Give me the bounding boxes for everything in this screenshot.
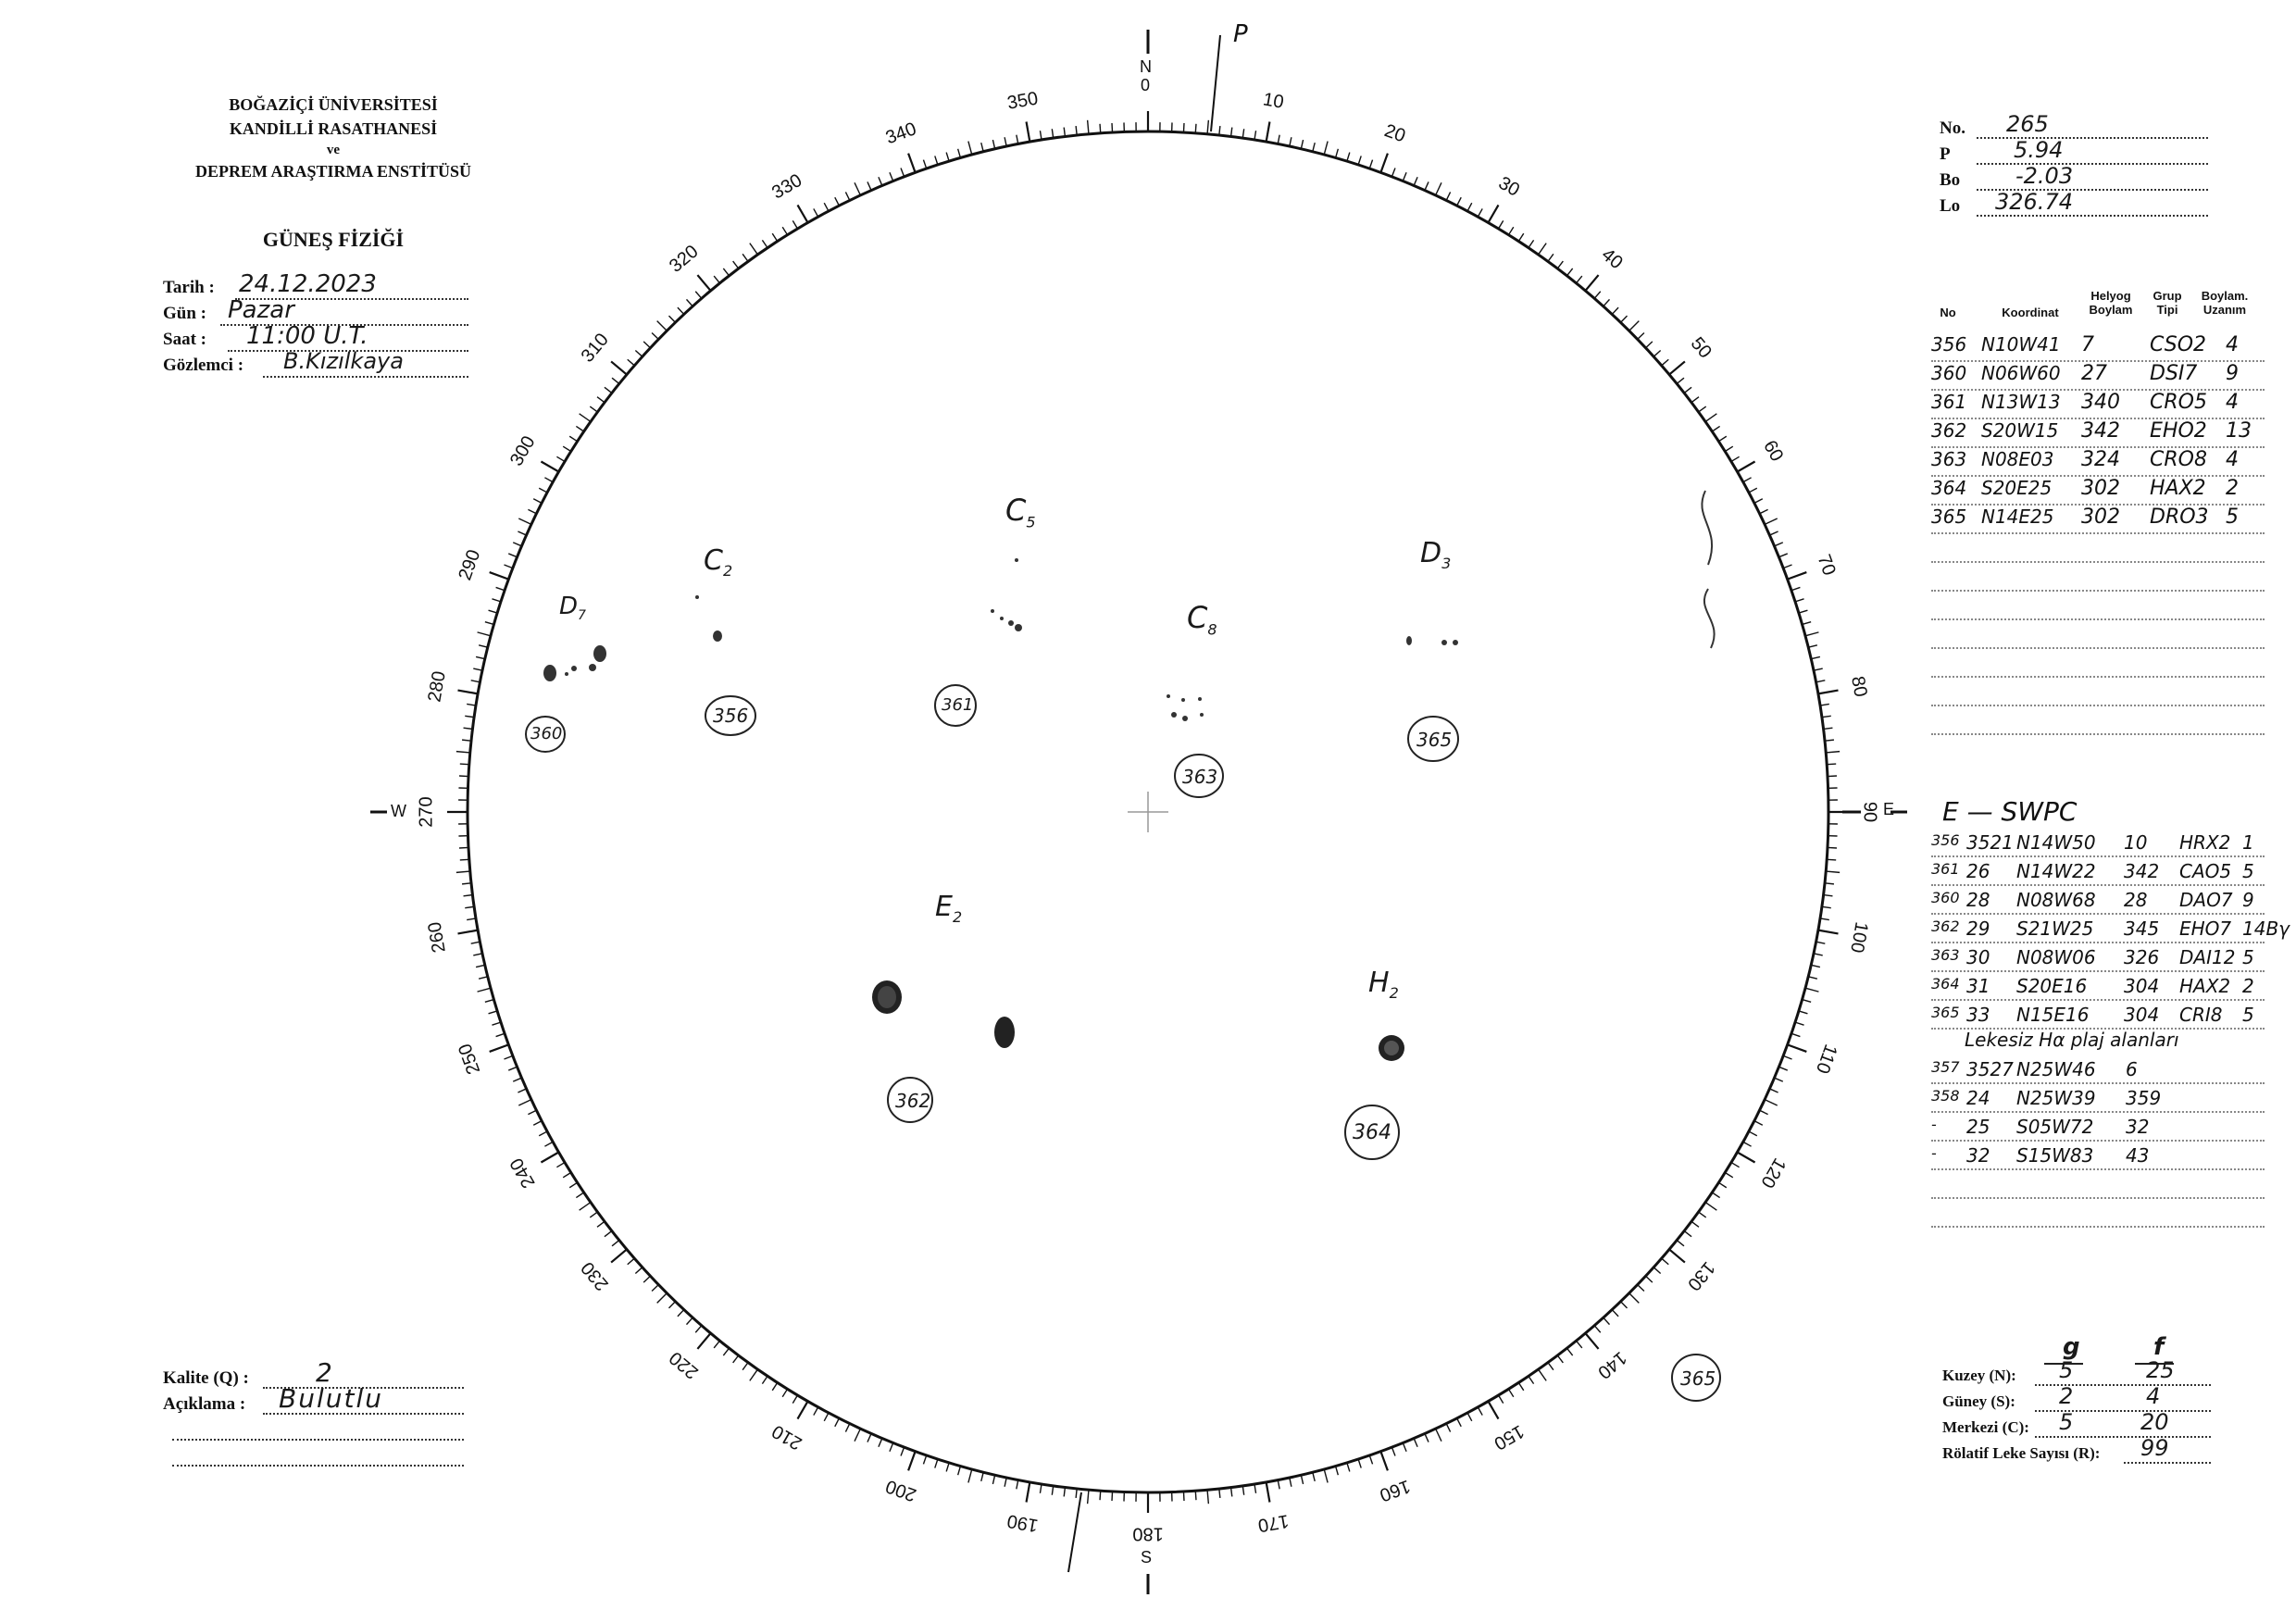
swpc-type: CRI8	[2179, 1004, 2223, 1026]
degree-label: 30	[1494, 172, 1523, 201]
degree-label: 150	[1490, 1420, 1528, 1454]
time-value[interactable]: 11:00 U.T.	[246, 322, 368, 350]
degree-label: 120	[1756, 1154, 1791, 1192]
degree-label: 160	[1377, 1475, 1414, 1505]
table-cell-ext: 4	[2226, 391, 2239, 414]
table-row-line	[1931, 999, 2265, 1001]
plage-coord: S05W72	[2016, 1116, 2094, 1138]
sunspot-group-364	[1379, 1035, 1404, 1061]
swpc-ref: 356	[1931, 831, 1960, 849]
relative-sunspot-value[interactable]: 99	[2140, 1435, 2169, 1461]
p-param-value[interactable]: 5.94	[2014, 137, 2064, 163]
group-number-356: 356	[713, 705, 749, 727]
south-f[interactable]: 4	[2146, 1383, 2161, 1409]
plage-note: Lekesiz Hα plaj alanları	[1965, 1029, 2179, 1051]
group-label-d3: $D_3$	[1420, 537, 1452, 572]
group-table	[1931, 331, 2290, 1257]
quality-value[interactable]: 2	[316, 1357, 332, 1388]
table-row-line	[1931, 1082, 2265, 1084]
table-row-line	[1931, 913, 2265, 915]
col-header-no: No	[1940, 306, 1956, 319]
table-row-line	[1931, 676, 2265, 678]
degree-label-180: 180	[1132, 1523, 1164, 1544]
degree-label-270: 270	[416, 796, 437, 828]
day-label: Gün :	[163, 304, 206, 323]
swpc-title: E — SWPC	[1942, 796, 2078, 827]
west-label: W	[391, 802, 406, 820]
table-cell-ext: 13	[2226, 419, 2252, 443]
table-row-line	[1931, 1111, 2265, 1113]
quality-block	[163, 1357, 464, 1472]
plage-no: 25	[1966, 1116, 1990, 1138]
bo-value[interactable]: -2.03	[2015, 163, 2074, 189]
table-row-line	[1931, 970, 2265, 972]
table-row-line	[1931, 1197, 2265, 1199]
group-number-360: 360	[530, 724, 563, 743]
degree-label: 240	[505, 1154, 540, 1192]
swpc-no: 3521	[1966, 831, 2014, 854]
sunspot-group-362	[872, 980, 1015, 1048]
table-cell-coord: S20W15	[1981, 419, 2059, 442]
north-zero-label: 0	[1141, 76, 1151, 94]
swpc-lon: 342	[2124, 860, 2160, 882]
plage-lon: 359	[2126, 1087, 2162, 1109]
date-value[interactable]: 24.12.2023	[239, 270, 377, 298]
table-cell-no: 362	[1931, 419, 1967, 442]
table-cell-lon: 27	[2081, 362, 2107, 385]
swpc-lon: 304	[2124, 1004, 2160, 1026]
table-cell-ext: 2	[2226, 477, 2239, 500]
no-value[interactable]: 265	[2006, 111, 2049, 137]
observer-label: Gözlemci :	[163, 356, 244, 375]
g-column-header: g	[2063, 1333, 2080, 1361]
degree-label: 140	[1593, 1347, 1631, 1383]
table-row-line	[1931, 855, 2265, 857]
swpc-coord: N14W22	[2016, 860, 2096, 882]
table-cell-no: 361	[1931, 391, 1967, 413]
table-row-line	[1931, 942, 2265, 943]
degree-label: 310	[577, 329, 613, 367]
date-label: Tarih :	[163, 278, 215, 297]
table-cell-ext: 5	[2226, 506, 2239, 529]
swpc-ref: 360	[1931, 889, 1960, 906]
swpc-ext: 5	[2242, 946, 2254, 968]
relative-sunspot-label: Rölatif Leke Sayısı (R):	[1942, 1444, 2101, 1462]
table-cell-no: 356	[1931, 333, 1967, 356]
degree-label: 60	[1759, 437, 1788, 466]
swpc-coord: N08W06	[2016, 946, 2096, 968]
table-cell-no: 365	[1931, 506, 1967, 528]
table-cell-type: DRO3	[2150, 506, 2209, 529]
degree-label: 80	[1847, 674, 1871, 699]
table-cell-lon: 342	[2081, 419, 2120, 443]
header-line-4: DEPREM ARAŞTIRMA ENSTİTÜSÜ	[194, 162, 472, 181]
col-header-koordinat: Koordinat	[2002, 306, 2059, 319]
center-g[interactable]: 5	[2059, 1409, 2074, 1435]
degree-label: 40	[1597, 244, 1627, 274]
group-number-361: 361	[942, 695, 974, 715]
center-count-label: Merkezi (C):	[1942, 1418, 2029, 1436]
group-number-363: 363	[1182, 766, 1218, 788]
swpc-lon: 345	[2124, 918, 2160, 940]
table-row-line	[1931, 1140, 2265, 1142]
plage-lon: 6	[2126, 1058, 2138, 1080]
time-label: Saat :	[163, 330, 206, 349]
plage-coord: N25W46	[2016, 1058, 2096, 1080]
table-cell-type: EHO2	[2150, 419, 2207, 443]
swpc-coord: N08W68	[2016, 889, 2096, 911]
group-number-365: 365	[1416, 729, 1453, 751]
swpc-type: HRX2	[2179, 831, 2231, 854]
col-header-helyog: Helyog Boylam	[2089, 289, 2133, 317]
table-cell-no: 363	[1931, 448, 1967, 470]
table-row-line	[1931, 618, 2265, 620]
swpc-no: 33	[1966, 1004, 1990, 1026]
table-row-line	[1931, 733, 2265, 735]
degree-label: 260	[424, 920, 450, 955]
table-cell-coord: N14E25	[1981, 506, 2054, 528]
degree-label: 340	[882, 119, 919, 149]
north-label: N	[1140, 57, 1152, 76]
plage-coord: S15W83	[2016, 1144, 2094, 1167]
swpc-ext: 9	[2242, 889, 2254, 911]
group-label-c5: $C_5$	[1005, 493, 1036, 531]
observer-value[interactable]: B.Kızılkaya	[283, 348, 404, 374]
table-row-line	[1931, 884, 2265, 886]
swpc-coord: S21W25	[2016, 918, 2094, 940]
degree-label: 20	[1381, 120, 1408, 147]
north-f[interactable]: 25	[2146, 1357, 2175, 1383]
header-line-3: ve	[326, 143, 341, 157]
north-g[interactable]: 5	[2059, 1357, 2074, 1383]
table-cell-lon: 302	[2081, 477, 2120, 500]
sunspot-group-360	[543, 645, 606, 681]
degree-label: 100	[1846, 920, 1872, 955]
swpc-type: DAO7	[2179, 889, 2233, 911]
table-row-line	[1931, 705, 2265, 706]
swpc-ref: 363	[1931, 946, 1960, 964]
description-value[interactable]: Bulutlu	[279, 1383, 383, 1414]
swpc-lon: 28	[2124, 889, 2148, 911]
plage-ref: 357	[1931, 1058, 1960, 1076]
table-cell-ext: 9	[2226, 362, 2239, 385]
degree-label: 220	[665, 1347, 703, 1383]
group-label-c2: $C_2$	[704, 544, 733, 580]
degree-label: 300	[505, 432, 540, 470]
group-number-364: 364	[1353, 1121, 1391, 1144]
swpc-coord: S20E16	[2016, 975, 2088, 997]
degree-label: 210	[768, 1420, 806, 1454]
counts-block	[1942, 1357, 2211, 1470]
group-label-e2: $E_2$	[935, 891, 963, 926]
day-value[interactable]: Pazar	[228, 296, 294, 324]
table-row-line	[1931, 1168, 2265, 1170]
swpc-type: CAO5	[2179, 860, 2232, 882]
lo-label: Lo	[1940, 196, 1961, 216]
swpc-no: 29	[1966, 918, 1990, 940]
table-cell-lon: 7	[2081, 333, 2094, 356]
degree-label: 250	[455, 1041, 485, 1078]
table-cell-coord: N13W13	[1981, 391, 2061, 413]
table-cell-no: 360	[1931, 362, 1967, 384]
f-column-header: f	[2153, 1333, 2165, 1361]
plage-no: 3527	[1966, 1058, 2014, 1080]
corner-mark-365: 365	[1680, 1367, 1716, 1390]
swpc-coord: N15E16	[2016, 1004, 2090, 1026]
header-line-1: BOĞAZİÇİ ÜNİVERSİTESİ	[229, 95, 438, 114]
table-cell-coord: N10W41	[1981, 333, 2061, 356]
degree-label: 280	[424, 669, 450, 704]
group-number-362: 362	[895, 1090, 931, 1112]
south-label: S	[1141, 1548, 1153, 1567]
table-cell-lon: 302	[2081, 506, 2120, 529]
table-row-line	[1931, 647, 2265, 649]
lo-value[interactable]: 326.74	[1995, 189, 2073, 215]
sunspot-group-365	[1406, 636, 1458, 645]
swpc-ext: 1	[2242, 831, 2254, 854]
table-cell-type: HAX2	[2150, 477, 2206, 500]
group-label-h2: $H_2$	[1368, 967, 1399, 1002]
swpc-no: 31	[1966, 975, 1990, 997]
table-cell-coord: N08E03	[1981, 448, 2054, 470]
swpc-ref: 361	[1931, 860, 1960, 878]
col-header-grup: Grup Tipi	[2152, 289, 2182, 317]
degree-label: 70	[1813, 552, 1840, 579]
ephemeris-params	[1940, 111, 2208, 222]
p-param-label: P	[1940, 144, 1951, 164]
swpc-lon: 326	[2124, 946, 2160, 968]
swpc-lon: 304	[2124, 975, 2160, 997]
east-label: E	[1883, 800, 1895, 818]
swpc-coord: N14W50	[2016, 831, 2096, 854]
plage-no: 24	[1966, 1087, 1990, 1109]
swpc-lon: 10	[2124, 831, 2148, 854]
table-cell-type: CRO8	[2150, 448, 2207, 471]
table-cell-type: CSO2	[2150, 333, 2207, 356]
plage-no: 32	[1966, 1144, 1990, 1167]
swpc-no: 28	[1966, 889, 1990, 911]
plage-ref: -	[1931, 1116, 1937, 1133]
plage-ref: 358	[1931, 1087, 1960, 1105]
swpc-ref: 365	[1931, 1004, 1960, 1021]
table-cell-no: 364	[1931, 477, 1967, 499]
table-cell-coord: N06W60	[1981, 362, 2061, 384]
table-cell-type: CRO5	[2150, 391, 2207, 414]
degree-label: 50	[1686, 333, 1716, 363]
table-cell-coord: S20E25	[1981, 477, 2053, 499]
blank-line[interactable]	[172, 1465, 464, 1467]
table-cell-ext: 4	[2226, 333, 2239, 356]
table-cell-lon: 324	[2081, 448, 2120, 471]
degree-label: 10	[1261, 89, 1286, 113]
degree-label: 190	[1005, 1510, 1040, 1536]
group-label-c8: $C_8$	[1187, 600, 1217, 639]
swpc-ref: 362	[1931, 918, 1960, 935]
p-label: P	[1233, 20, 1248, 48]
plage-ref: -	[1931, 1144, 1937, 1162]
group-label-d7: $D_7$	[559, 593, 586, 624]
swpc-type: HAX2	[2179, 975, 2231, 997]
sunspot-group-361	[991, 558, 1022, 631]
plage-lon: 32	[2126, 1116, 2150, 1138]
degree-label: 320	[665, 241, 703, 277]
table-row-line	[1931, 561, 2265, 563]
degree-label: 170	[1256, 1510, 1291, 1536]
no-label: No.	[1940, 119, 1965, 138]
swpc-type: DAI12	[2179, 946, 2236, 968]
sunspot-group-356	[695, 595, 722, 642]
swpc-type: EHO7	[2179, 918, 2232, 940]
swpc-ref: 364	[1931, 975, 1960, 993]
table-cell-type: DSI7	[2150, 362, 2198, 385]
degree-label: 290	[455, 546, 485, 583]
degree-label: 130	[1683, 1257, 1719, 1295]
north-count-label: Kuzey (N):	[1942, 1367, 2016, 1384]
table-row-line	[1931, 1226, 2265, 1228]
swpc-ext: 2	[2242, 975, 2254, 997]
sunspot-group-363	[1167, 694, 1204, 721]
degree-label: 200	[882, 1475, 919, 1505]
degree-label-90: 90	[1859, 801, 1880, 823]
swpc-no: 26	[1966, 860, 1990, 882]
quality-label: Kalite (Q) :	[163, 1368, 249, 1388]
header-line-2: KANDİLLİ RASATHANESİ	[229, 119, 438, 138]
degree-label: 330	[768, 169, 806, 204]
south-count-label: Güney (S):	[1942, 1392, 2015, 1410]
bo-label: Bo	[1940, 170, 1961, 190]
blank-line[interactable]	[172, 1439, 464, 1441]
plage-lon: 43	[2126, 1144, 2150, 1167]
center-f[interactable]: 20	[2140, 1409, 2169, 1435]
table-row-line	[1931, 590, 2265, 592]
description-label: Açıklama :	[163, 1394, 246, 1414]
col-header-boylam: Boylam. Uzanım	[2201, 289, 2249, 317]
degree-label: 110	[1811, 1041, 1841, 1077]
swpc-ext: 14Bγ	[2242, 918, 2290, 940]
table-cell-lon: 340	[2081, 391, 2120, 414]
swpc-ext: 5	[2242, 860, 2254, 882]
swpc-no: 30	[1966, 946, 1990, 968]
degree-label: 350	[1005, 88, 1040, 114]
section-title: GÜNEŞ FİZİĞİ	[262, 228, 405, 251]
south-g[interactable]: 2	[2059, 1383, 2074, 1409]
degree-label: 230	[577, 1257, 613, 1295]
plage-coord: N25W39	[2016, 1087, 2096, 1109]
swpc-ext: 5	[2242, 1004, 2254, 1026]
table-cell-ext: 4	[2226, 448, 2239, 471]
table-row-line	[1931, 532, 2265, 534]
